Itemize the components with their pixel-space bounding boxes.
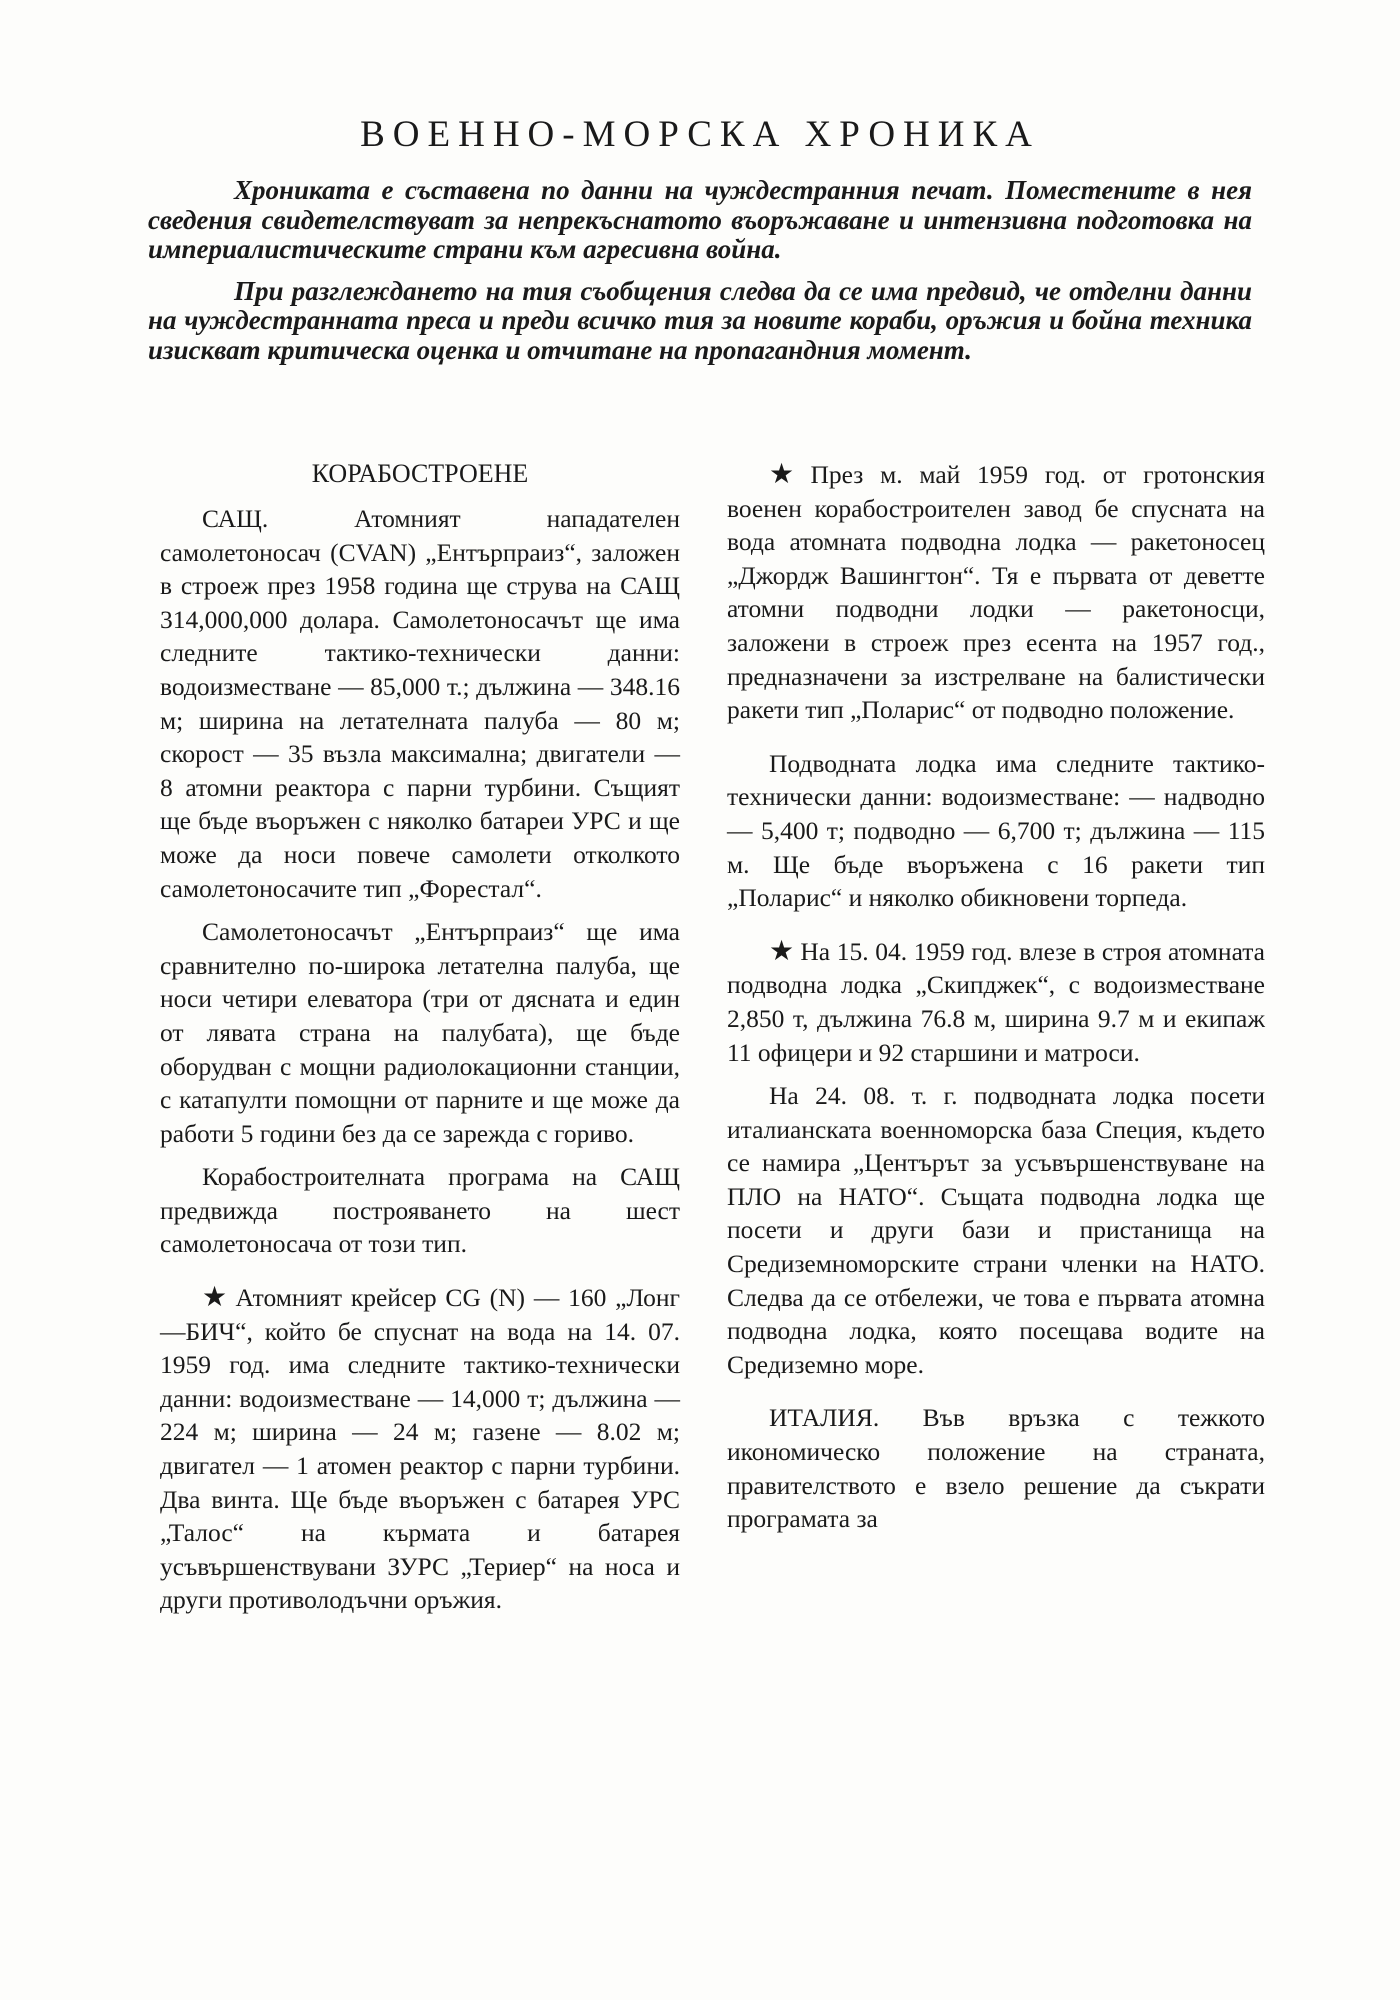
news-item: [727, 458, 1265, 727]
paragraph: На 24. 08. т. г. подводната лодка посети италианската военноморска база Специя, където се намира „Центърът за усъвършенствуване на ПЛО на НАТО“. Същата подводна лодка ще посети и други бази и пристанища на Средиземноморските страни членки на НАТО. Следва да се отбележи, че това е първата атомна подводна лодка, която посещава водите на Средиземно море.: [727, 1081, 1265, 1379]
left-column: [160, 458, 680, 1627]
page-title: ВОЕННО-МОРСКА ХРОНИКА: [360, 113, 1040, 155]
paragraph-text: През м. май 1959 год. от гротонския военен корабостроителен завод бе спусната на вода атомната подводна лодка — ракетоносец „Джордж Вашингтон“. Тя е първата от деветте атомни подводни лодки — ракетоносци, заложени в строеж през есента на 1957 год., предназначени за изстрелване на балистически ракети тип „Поларис“ от подводно положение.: [727, 460, 1265, 725]
right-column: [727, 458, 1265, 1546]
paragraph-text: На 15. 04. 1959 год. влезе в строя атомната подводна лодка „Скипджек“, с водоизместване 2,850 т, дължина 76.8 м, ширина 9.7 м и екипаж 11 офицери и 92 старшини и матроси.: [727, 936, 1265, 1067]
intro: [148, 176, 1252, 377]
section-heading: КОРАБОСТРОЕНЕ: [311, 459, 529, 488]
intro-paragraph: При разглеждането на тия съобщения следва да се има предвид, че отделни данни на чуждестранната преса и преди всичко тия за новите кораби, оръжия и бойна техника изискват критическа оценка и отчитане на пропагандния момент.: [148, 275, 1252, 365]
news-item: [727, 935, 1265, 1069]
star-icon: ★: [769, 935, 795, 967]
news-item: [160, 1281, 680, 1617]
paragraph: ИТАЛИЯ. Във връзка с тежкото икономическо положение на страната, правителството е взело решение да съкрати програмата за: [727, 1403, 1265, 1534]
paragraph: Подводната лодка има следните тактико-технически данни: водоизместване: — надводно — 5,400 т; подводно — 6,700 т; дължина — 115 м. Ще бъде въоръжена с 16 ракети тип „Поларис“ и няколко обикновени торпеда.: [727, 748, 1265, 913]
paragraph: САЩ. Атомният нападателен самолетоносач (CVAN) „Ентърпраиз“, заложен в строеж през 1958 година ще струва на САЩ 314,000,000 долара. Самолетоносачът ще има следните тактико-технически данни: водоизместване — 85,000 т.; дължина — 348.16 м; ширина на летателната палуба — 80 м; скорост — 35 възла максимална; двигатели — 8 атомни реактора с парни турбини. Същият ще бъде въоръжен с няколко батареи УРС и ще може да носи повече самолети отколкото самолетоносачите тип „Форестал“.: [160, 504, 680, 903]
paragraph-text: Атомният крейсер CG (N) — 160 „Лонг—БИЧ“, който бе спуснат на вода на 14. 07. 1959 год. има следните тактико-технически данни: водоизместване — 14,000 т; дължина — 224 м; ширина — 24 м; газене — 8.02 м; двигател — 1 атомен реактор с парни турбини. Два винта. Ще бъде въоръжен с батарея УРС „Талос“ на кърмата и батарея усъвършенствувани ЗУРС „Териер“ на носа и други противолодъчни оръжия.: [160, 1283, 680, 1615]
star-icon: ★: [202, 1282, 230, 1314]
star-icon: ★: [769, 459, 805, 490]
paragraph: Самолетоносачът „Ентърпраиз“ ще има сравнително по-широка летателна палуба, ще носи четири елеватора (три от дясната и един от лявата страна на палубата), ще бъде оборудван с мощни радиолокационни станции, с катапулти помощни от парните и ще може да работи 5 години без да се зарежда с гориво.: [160, 917, 680, 1148]
intro-paragraph: Хрониката е съставена по данни на чуждестранния печат. Поместените в нея сведения свидетелствуват за непрекъснатото въоръжаване и интензивна подготовка на империалистическите страни към агресивна война.: [148, 175, 1252, 264]
paragraph: Корабостроителната програма на САЩ предвижда построяването на шест самолетоносача от този тип.: [160, 1162, 680, 1259]
